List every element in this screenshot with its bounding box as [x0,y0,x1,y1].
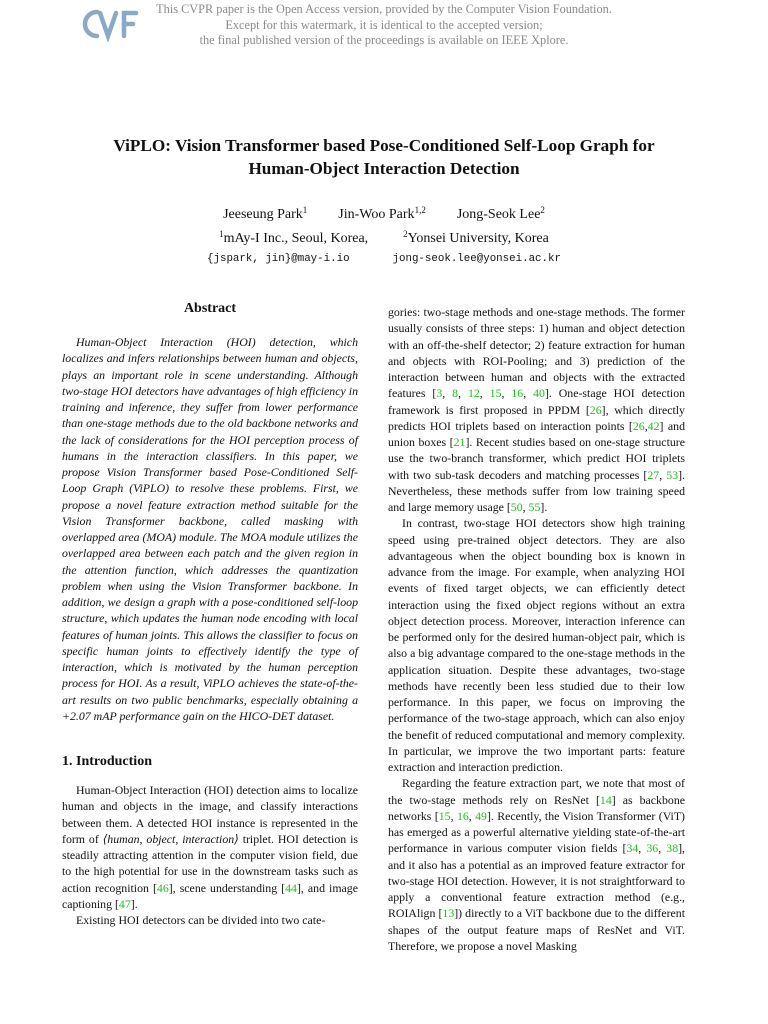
citation-link[interactable]: 16 [511,386,524,401]
citation-link[interactable]: 34 [626,841,639,856]
abstract-heading: Abstract [183,301,237,316]
affiliations [0,230,768,248]
citation-link[interactable]: 38 [666,841,679,856]
citation-link[interactable]: 27 [647,467,660,482]
citation-link[interactable]: 50 [510,500,523,514]
affil-sup: 2 [403,229,408,239]
author-emails [0,252,768,266]
citation-link[interactable]: 14 [599,792,612,807]
citation-link[interactable]: 44 [285,880,297,895]
citation-link[interactable]: 21 [453,435,466,449]
citation-link[interactable]: 55 [528,500,541,514]
citation-link[interactable]: 12 [467,386,480,401]
right-column-body [388,304,685,954]
section-heading-introduction: 1. Introduction [62,754,152,769]
author-name: Jeeseung Park [223,207,303,222]
citation-link[interactable]: 8 [452,386,459,401]
citation-link[interactable]: 26 [632,418,645,433]
paper-title [40,134,728,180]
intro-paragraph: Human-Object Interaction (HOI) detection aims to localize human and objects in the image, and classify interactions between them. A detected HOI instance is represented in the form of ⟨human, object, interaction⟩ triplet. HOI detection is steadily attracting attention in the computer vision field, due to the high potential for use in the downstream tasks such as action recognition [46], scene understanding [44], and image captioning [47]. [62,783,358,911]
author-affil-sup: 1 [302,205,308,215]
email: {jspark, jin}@may-i.io [207,253,350,265]
citation-link[interactable]: 15 [489,386,502,401]
citation-link[interactable]: 49 [475,808,487,823]
citation-link[interactable]: 46 [156,880,169,895]
citation-link[interactable]: 53 [666,467,679,482]
citation-link[interactable]: 3 [436,386,443,401]
intro-paragraph: gories: two-stage methods and one-stage methods. The former usually consists of three steps: 1) human and object detection with an off-the-shelf detector; 2) feature extraction for human and objects with ROI-Pooling; and 3) prediction of the interaction between human and objects with the extracted features [3, 8, 12, 15, 16, 40]. One-stage HOI detection framework is first proposed in PPDM [26], which directly predicts HOI triplets based on interaction points [26,42] and union boxes [21]. Recent studies based on one-stage structure use the two-branch transformer, which predict HOI triplets with two sub-task decoders and matching processes [27, 53]. Nevertheless, these methods suffer from low training speed and large memory usage [50, 55]. [388,305,686,514]
introduction-body [62,782,358,928]
affiliation: mAy-I Inc., Seoul, Korea, [223,231,369,246]
author-affil-sup: 2 [540,205,545,215]
author-name: Jin-Woo Park [338,207,415,222]
watermark-line-3: the final published version of the proceedings is available on IEEE Xplore. [199,33,569,47]
citation-link[interactable]: 42 [647,418,660,433]
citation-link[interactable]: 40 [533,386,545,401]
abstract-text: Human-Object Interaction (HOI) detection, which localizes and infers relationships between human and objects, plays an important role in scene understanding. Although two-stage HOI detectors have advantages of high efficiency in training and inference, they suffer from lower performance than one-stage methods due to the old backbone networks and the lack of considerations for the HOI perception process of humans in the interaction classifiers. In this paper, we propose Vision Transformer based Pose-Conditioned Self-Loop Graph (ViPLO) to resolve these problems. First, we propose a novel feature extraction method suitable for the Vision Transformer backbone, called masking with overlapped area (MOA) module. The MOA module utilizes the overlapped area between each patch and the given region in the attention function, which addresses the quantization problem when using the Vision Transformer backbone. In addition, we design a graph with a pose-conditioned self-loop structure, which updates the human node encoding with local features of human joints. This allows the classifier to focus on specific human joints to effectively identify the type of interaction, which is motivated by the human perception process for HOI. As a result, ViPLO achieves the state-of-the-art results on two public benchmarks, especially obtaining a +2.07 mAP performance gain on the HICO-DET dataset. [62,335,358,723]
affiliation: Yonsei University, Korea [407,231,549,246]
title-line-2: Human-Object Interaction Detection [248,159,520,178]
abstract-body [62,334,358,724]
author-affil-sup: 1,2 [414,205,426,215]
citation-link[interactable]: 36 [646,841,659,856]
citation-link[interactable]: 16 [456,808,469,823]
citation-link[interactable]: 15 [438,808,451,823]
affil-sup: 1 [219,229,224,239]
intro-paragraph: Existing HOI detectors can be divided into two cate- [76,913,326,927]
watermark-line-2: Except for this watermark, it is identical to the accepted version; [225,17,543,32]
author-name: Jong-Seok Lee [456,207,541,222]
hoi-triplet-math: ⟨human, object, interaction⟩ [102,831,239,846]
author-list [0,206,768,224]
title-line-1: ViPLO: Vision Transformer based Pose-Conditioned Self-Loop Graph for [113,136,655,155]
intro-paragraph: In contrast, two-stage HOI detectors show high training speed using pre-trained object detectors. They are also advantageous when the object bounding box is known in advance from the image. For example, when analyzing HOI events of fixed target objects, we can efficiently detect interaction using the fixed object regions without an extra object detection process. Moreover, interaction inference can be performed only for the desired human-object pair, which is also a big advantage compared to the one-stage methods in the application situation. Despite these advantages, two-stage methods have recently been less studied due to their low performance. In this paper, we focus on improving the performance of the two-stage approach, which can also enjoy the benefit of reduced computational and memory complexity. In particular, we improve the two important parts: feature extraction and interaction prediction. [388,516,685,774]
citation-link[interactable]: 26 [589,402,602,417]
intro-paragraph: Regarding the feature extraction part, we note that most of the two-stage methods rely on ResNet [14] as backbone networks [15, 16, 49]. Recently, the Vision Transformer (ViT) has emerged as a powerful alternative yielding state-of-the-art performance in various computer vision fields [34, 36, 38], and it also has a potential as an improved feature extractor for two-stage HOI detection. However, it is not straightforward to apply a conventional feature extraction method (e.g., ROIAlign [13]) directly to a ViT backbone due to the different shapes of the output feature maps of ResNet and ViT. Therefore, we propose a novel Masking [388,776,686,953]
citation-link[interactable]: 13 [442,906,455,921]
citation-link[interactable]: 47 [118,896,131,911]
watermark [0,2,768,49]
email: jong-seok.lee@yonsei.ac.kr [392,253,561,265]
watermark-line-1: This CVPR paper is the Open Access version, provided by the Computer Vision Foundation. [156,2,612,16]
